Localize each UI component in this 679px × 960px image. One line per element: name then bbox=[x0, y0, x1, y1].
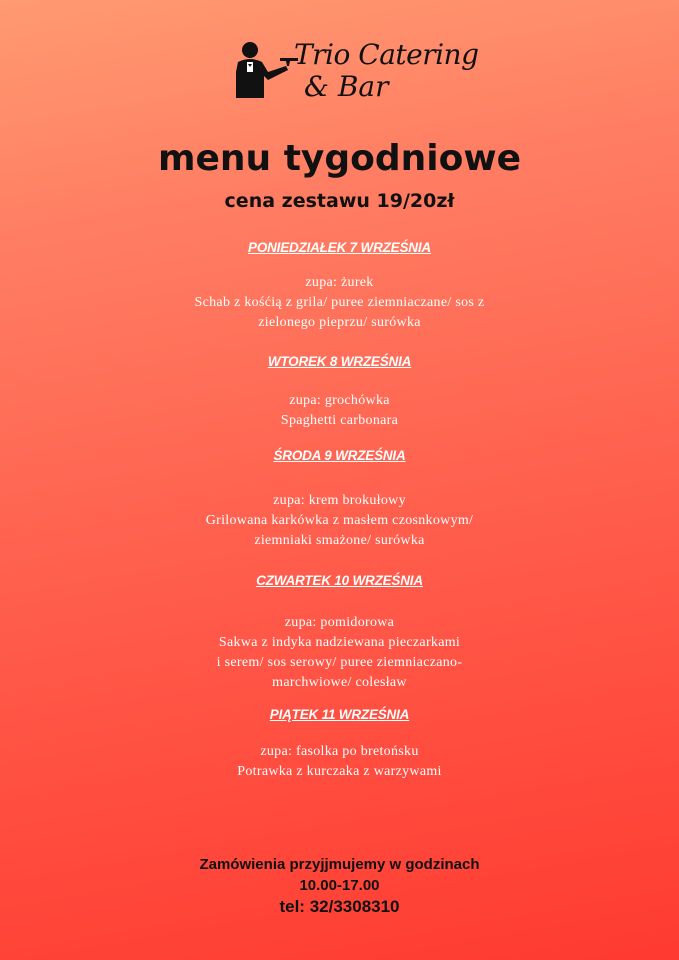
menu-line: marchwiowe/ colesław bbox=[272, 675, 407, 690]
logo-text-line1: Trio Catering bbox=[294, 38, 479, 71]
day-heading-monday: PONIEDZIAŁEK 7 WRZEŚNIA bbox=[248, 240, 431, 255]
page-title: menu tygodniowe bbox=[157, 138, 522, 179]
menu-line: zupa: pomidorowa bbox=[284, 615, 395, 630]
logo-text-line2: & Bar bbox=[304, 70, 389, 103]
menu-line: i serem/ sos serowy/ puree ziemniaczano- bbox=[216, 655, 463, 670]
menu-line: zielonego pieprzu/ surówka bbox=[258, 315, 421, 330]
phone-number: tel: 32/3308310 bbox=[279, 897, 400, 916]
menu-line: Sakwa z indyka nadziewana pieczarkami bbox=[218, 635, 461, 650]
day-heading-friday: PIĄTEK 11 WRZEŚNIA bbox=[269, 707, 410, 722]
order-hours-range: 10.00-17.00 bbox=[299, 877, 380, 894]
set-price: cena zestawu 19/20zł bbox=[224, 190, 455, 212]
day-menu-monday bbox=[0, 273, 679, 333]
menu-line: Spaghetti carbonara bbox=[280, 413, 399, 428]
day-menu-wednesday bbox=[0, 491, 679, 551]
menu-line: zupa: krem brokułowy bbox=[273, 493, 406, 508]
logo bbox=[228, 36, 479, 106]
menu-line: Potrawka z kurczaka z warzywami bbox=[237, 764, 442, 779]
menu-line: zupa: żurek bbox=[305, 275, 374, 290]
menu-line: zupa: fasolka po bretońsku bbox=[260, 744, 419, 759]
day-heading-tuesday: WTOREK 8 WRZEŚNIA bbox=[267, 354, 412, 369]
order-hours-text: Zamówienia przyjjmujemy w godzinach bbox=[199, 856, 480, 873]
menu-line: ziemniaki smażone/ surówka bbox=[254, 533, 425, 548]
day-heading-wednesday: ŚRODA 9 WRZEŚNIA bbox=[273, 448, 406, 463]
menu-line: zupa: grochówka bbox=[289, 393, 390, 408]
menu-line: Schab z kośćią z grila/ puree ziemniaczane/ sos z bbox=[194, 295, 485, 310]
day-menu-friday bbox=[0, 742, 679, 782]
day-heading-thursday: CZWARTEK 10 WRZEŚNIA bbox=[256, 573, 423, 588]
day-menu-thursday bbox=[0, 613, 679, 693]
menu-line: Grilowana karkówka z masłem czosnkowym/ bbox=[205, 513, 474, 528]
day-menu-tuesday bbox=[0, 391, 679, 431]
